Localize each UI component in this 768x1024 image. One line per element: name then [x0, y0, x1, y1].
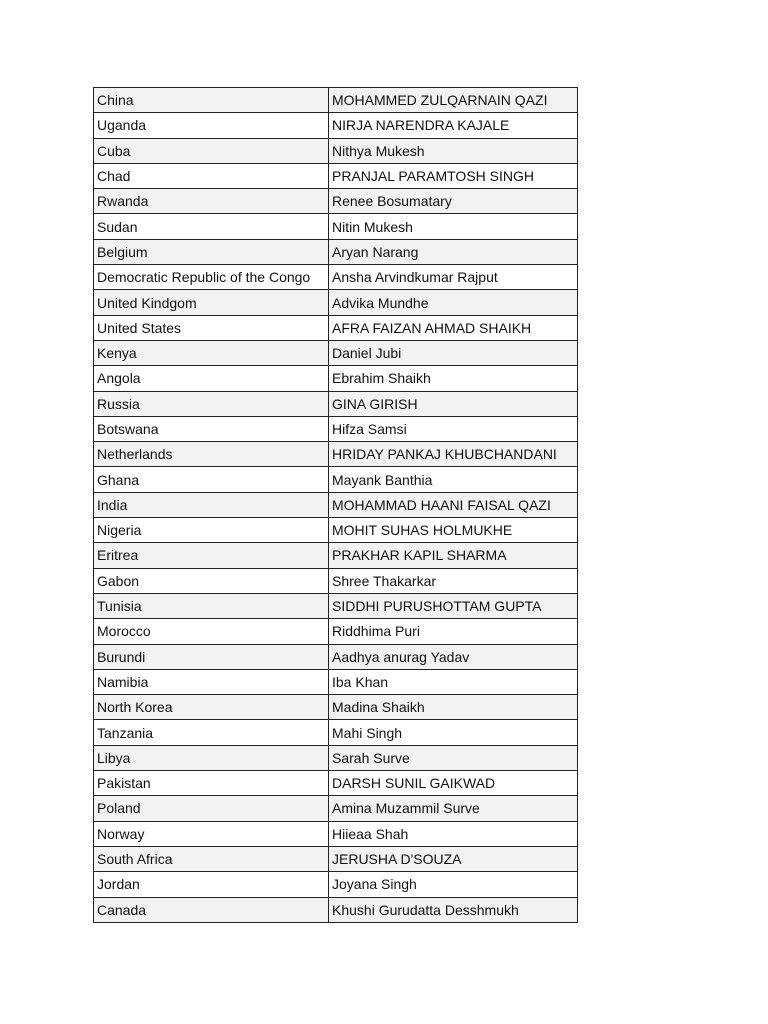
name-cell: JERUSHA D'SOUZA — [329, 846, 578, 871]
table-row — [94, 619, 578, 644]
country-cell: Pakistan — [94, 771, 329, 796]
table-row — [94, 543, 578, 568]
table-row — [94, 771, 578, 796]
table-row — [94, 897, 578, 922]
country-cell: Democratic Republic of the Congo — [94, 265, 329, 290]
table-row — [94, 315, 578, 340]
country-cell: Jordan — [94, 872, 329, 897]
name-cell: Renee Bosumatary — [329, 189, 578, 214]
table-row — [94, 593, 578, 618]
country-cell: Cuba — [94, 138, 329, 163]
country-cell: North Korea — [94, 695, 329, 720]
country-cell: Poland — [94, 796, 329, 821]
table-row — [94, 239, 578, 264]
name-cell: MOHIT SUHAS HOLMUKHE — [329, 518, 578, 543]
name-cell: Hifza Samsi — [329, 416, 578, 441]
country-cell: Libya — [94, 745, 329, 770]
name-cell: Daniel Jubi — [329, 340, 578, 365]
table-row — [94, 872, 578, 897]
name-cell: HRIDAY PANKAJ KHUBCHANDANI — [329, 442, 578, 467]
name-cell: DARSH SUNIL GAIKWAD — [329, 771, 578, 796]
name-cell: Amina Muzammil Surve — [329, 796, 578, 821]
name-cell: NIRJA NARENDRA KAJALE — [329, 113, 578, 138]
name-cell: Madina Shaikh — [329, 695, 578, 720]
table-body — [94, 88, 578, 923]
name-cell: Shree Thakarkar — [329, 568, 578, 593]
name-cell: PRANJAL PARAMTOSH SINGH — [329, 163, 578, 188]
name-cell: PRAKHAR KAPIL SHARMA — [329, 543, 578, 568]
country-cell: Botswana — [94, 416, 329, 441]
country-cell: China — [94, 88, 329, 113]
table-row — [94, 163, 578, 188]
table-row — [94, 720, 578, 745]
table-row — [94, 467, 578, 492]
name-cell: GINA GIRISH — [329, 391, 578, 416]
country-cell: Eritrea — [94, 543, 329, 568]
table-row — [94, 214, 578, 239]
table-row — [94, 518, 578, 543]
name-cell: Nithya Mukesh — [329, 138, 578, 163]
name-cell: MOHAMMED ZULQARNAIN QAZI — [329, 88, 578, 113]
table-row — [94, 846, 578, 871]
country-cell: Burundi — [94, 644, 329, 669]
name-cell: Mahi Singh — [329, 720, 578, 745]
country-cell: United States — [94, 315, 329, 340]
country-cell: Uganda — [94, 113, 329, 138]
table-row — [94, 138, 578, 163]
country-cell: Sudan — [94, 214, 329, 239]
name-cell: Aadhya anurag Yadav — [329, 644, 578, 669]
country-name-table-container — [93, 87, 577, 923]
country-cell: Chad — [94, 163, 329, 188]
name-cell: Advika Mundhe — [329, 290, 578, 315]
table-row — [94, 366, 578, 391]
table-row — [94, 189, 578, 214]
table-row — [94, 669, 578, 694]
country-cell: Nigeria — [94, 518, 329, 543]
table-row — [94, 290, 578, 315]
table-row — [94, 416, 578, 441]
table-row — [94, 391, 578, 416]
country-cell: Norway — [94, 821, 329, 846]
country-cell: Ghana — [94, 467, 329, 492]
country-cell: Rwanda — [94, 189, 329, 214]
country-cell: Belgium — [94, 239, 329, 264]
table-row — [94, 88, 578, 113]
table-row — [94, 113, 578, 138]
table-row — [94, 821, 578, 846]
table-row — [94, 340, 578, 365]
table-row — [94, 265, 578, 290]
country-cell: Tanzania — [94, 720, 329, 745]
country-cell: Angola — [94, 366, 329, 391]
name-cell: MOHAMMAD HAANI FAISAL QAZI — [329, 492, 578, 517]
country-cell: India — [94, 492, 329, 517]
name-cell: Iba Khan — [329, 669, 578, 694]
country-cell: Gabon — [94, 568, 329, 593]
country-cell: Morocco — [94, 619, 329, 644]
country-cell: Tunisia — [94, 593, 329, 618]
table-row — [94, 644, 578, 669]
country-cell: Namibia — [94, 669, 329, 694]
name-cell: SIDDHI PURUSHOTTAM GUPTA — [329, 593, 578, 618]
table-row — [94, 492, 578, 517]
name-cell: Ansha Arvindkumar Rajput — [329, 265, 578, 290]
table-row — [94, 695, 578, 720]
country-cell: Canada — [94, 897, 329, 922]
name-cell: Sarah Surve — [329, 745, 578, 770]
name-cell: Ebrahim Shaikh — [329, 366, 578, 391]
table-row — [94, 745, 578, 770]
country-cell: Kenya — [94, 340, 329, 365]
country-cell: Netherlands — [94, 442, 329, 467]
name-cell: Riddhima Puri — [329, 619, 578, 644]
name-cell: Mayank Banthia — [329, 467, 578, 492]
country-cell: South Africa — [94, 846, 329, 871]
country-name-table — [93, 87, 578, 923]
table-row — [94, 442, 578, 467]
name-cell: Joyana Singh — [329, 872, 578, 897]
country-cell: United Kindgom — [94, 290, 329, 315]
name-cell: Nitin Mukesh — [329, 214, 578, 239]
table-row — [94, 796, 578, 821]
name-cell: Aryan Narang — [329, 239, 578, 264]
table-row — [94, 568, 578, 593]
name-cell: Khushi Gurudatta Desshmukh — [329, 897, 578, 922]
country-cell: Russia — [94, 391, 329, 416]
name-cell: Hiieaa Shah — [329, 821, 578, 846]
name-cell: AFRA FAIZAN AHMAD SHAIKH — [329, 315, 578, 340]
